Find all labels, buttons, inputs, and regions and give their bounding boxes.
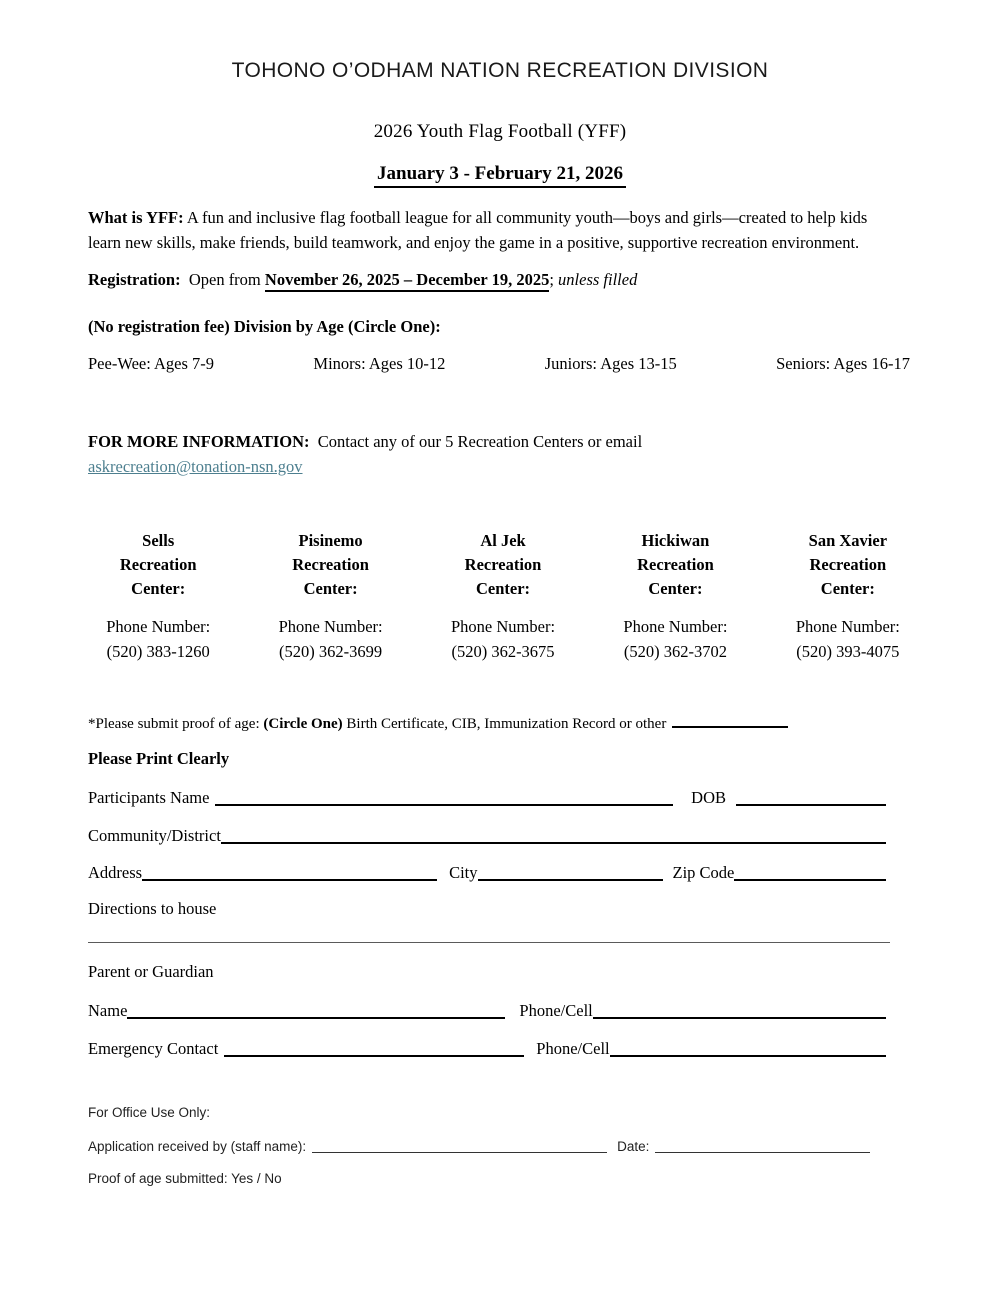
address-blank — [142, 867, 437, 881]
parent-name-label: Name — [88, 1001, 128, 1020]
more-information-paragraph — [88, 429, 904, 479]
division-option-pee-wee: Pee-Wee: Ages 7-9 — [88, 354, 215, 373]
application-received-label: Application received by (staff name): — [88, 1139, 307, 1154]
phone-number: (520) 362-3675 — [451, 642, 555, 661]
center-name: Al Jek Recreation Center: — [464, 531, 542, 598]
registration-prefix: Open from — [188, 270, 261, 289]
event-title: 2026 Youth Flag Football (YFF) — [373, 121, 627, 142]
parent-name-blank — [127, 1005, 505, 1019]
emergency-phone-blank — [610, 1043, 886, 1057]
division-option-juniors: Juniors: Ages 13-15 — [544, 354, 677, 373]
phone-label: Phone Number: — [278, 617, 383, 636]
division-option-minors: Minors: Ages 10-12 — [313, 354, 446, 373]
application-received-blank — [312, 1142, 607, 1153]
office-date-blank — [655, 1142, 870, 1153]
phone-number: (520) 383-1260 — [106, 642, 210, 661]
division-heading: (No registration fee) Division by Age (Circle One): — [88, 317, 441, 336]
proof-options: Birth Certificate, CIB, Immunization Record or other — [346, 716, 667, 732]
office-use-heading: For Office Use Only: — [88, 1105, 211, 1120]
participants-name-row — [88, 786, 886, 810]
registration-label: Registration: — [88, 270, 181, 289]
date-range-wrap — [88, 163, 912, 188]
directions-divider-line — [88, 942, 890, 943]
participants-name-label: Participants Name — [88, 788, 210, 807]
parent-name-row — [88, 999, 886, 1023]
more-information-label: FOR MORE INFORMATION: — [88, 432, 310, 451]
proof-circle-one: (Circle One) — [263, 716, 343, 732]
parent-phone-label: Phone/Cell — [519, 1001, 593, 1020]
phone-number: (520) 362-3699 — [279, 642, 383, 661]
center-name: San Xavier Recreation Center: — [808, 531, 888, 598]
more-information-text: Contact any of our 5 Recreation Centers or email — [317, 432, 643, 451]
center-al-jek — [417, 529, 589, 664]
what-is-yff-paragraph — [88, 205, 904, 255]
print-clearly-heading: Please Print Clearly — [88, 749, 230, 768]
recreation-centers-row — [72, 529, 934, 664]
registration-note: unless filled — [558, 270, 638, 289]
city-label: City — [449, 863, 478, 882]
phone-label: Phone Number: — [795, 617, 900, 636]
division-options-row — [88, 354, 910, 374]
zip-code-blank — [734, 867, 886, 881]
center-name: Hickiwan Recreation Center: — [637, 531, 714, 598]
proof-prefix: *Please submit proof of age: — [88, 716, 260, 732]
phone-number: (520) 393-4075 — [796, 642, 900, 661]
registration-window: November 26, 2025 – December 19, 2025 — [265, 270, 549, 292]
emergency-phone-label: Phone/Cell — [536, 1039, 610, 1058]
participants-name-blank — [215, 792, 673, 806]
application-received-row — [88, 1138, 886, 1156]
what-is-yff-text: A fun and inclusive flag football league for all community youth—boys and girls—created to help kids learn new skills, make friends, build teamwork, and enjoy the game in a positive, supportive recreation environment. — [88, 208, 868, 252]
address-row — [88, 861, 886, 885]
recreation-email-link[interactable]: askrecreation@tonation-nsn.gov — [88, 457, 303, 476]
phone-label: Phone Number: — [451, 617, 556, 636]
center-phone-block — [417, 614, 589, 664]
center-phone-block — [762, 614, 934, 664]
org-title: TOHONO O’ODHAM NATION RECREATION DIVISION — [231, 59, 769, 82]
city-blank — [478, 867, 663, 881]
dob-blank — [736, 792, 886, 806]
center-phone-block — [589, 614, 761, 664]
zip-code-label: Zip Code — [672, 863, 735, 882]
community-district-blank — [221, 830, 886, 844]
division-option-seniors: Seniors: Ages 16-17 — [776, 354, 910, 373]
proof-submitted-line: Proof of age submitted: Yes / No — [88, 1171, 282, 1186]
dob-label: DOB — [691, 788, 726, 807]
emergency-contact-blank — [224, 1043, 524, 1057]
address-label: Address — [88, 863, 143, 882]
what-is-yff-label: What is YFF: — [88, 208, 184, 227]
center-san-xavier — [762, 529, 934, 664]
community-district-row — [88, 824, 886, 848]
center-name: Pisinemo Recreation Center: — [292, 531, 369, 598]
center-sells — [72, 529, 244, 664]
proof-of-age-line — [88, 714, 912, 734]
center-phone-block — [72, 614, 244, 664]
phone-label: Phone Number: — [106, 617, 211, 636]
registration-line — [88, 267, 912, 292]
emergency-contact-row — [88, 1037, 886, 1061]
center-phone-block — [244, 614, 416, 664]
office-use-section — [88, 1104, 912, 1187]
center-hickiwan — [589, 529, 761, 664]
center-name: Sells Recreation Center: — [119, 531, 197, 598]
parent-guardian-heading: Parent or Guardian — [88, 962, 214, 981]
center-pisinemo — [244, 529, 416, 664]
directions-to-house-label: Directions to house — [88, 899, 217, 918]
date-range-heading: January 3 - February 21, 2026 — [374, 163, 626, 188]
community-district-label: Community/District — [88, 826, 221, 845]
parent-phone-blank — [593, 1005, 886, 1019]
registration-suffix: ; — [549, 270, 554, 289]
phone-label: Phone Number: — [623, 617, 728, 636]
phone-number: (520) 362-3702 — [623, 642, 727, 661]
office-date-label: Date: — [617, 1139, 650, 1154]
emergency-contact-label: Emergency Contact — [88, 1039, 219, 1058]
proof-other-blank — [672, 716, 788, 728]
